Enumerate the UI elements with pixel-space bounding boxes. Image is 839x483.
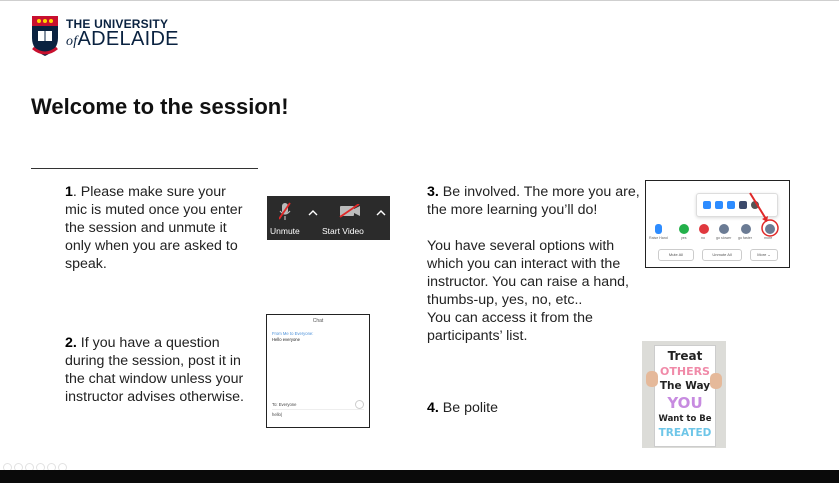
start-video-button: [322, 196, 373, 240]
mute-all-button: Mute All: [658, 249, 694, 261]
reaction-label: no: [701, 236, 705, 240]
more-icon: [355, 400, 364, 409]
unmute-label: Unmute: [270, 226, 300, 236]
poster-line: TREATED: [658, 427, 712, 439]
item-3-extra2: You can access it from the participants’ list.: [427, 310, 593, 344]
university-crest-icon: [30, 14, 60, 58]
raise-hand-icon: [655, 224, 662, 234]
chevron-up-icon: [307, 207, 319, 219]
item-4-text: Be polite: [438, 400, 498, 416]
yes-icon: [679, 224, 689, 234]
reaction-label: go faster: [738, 236, 752, 240]
chat-window-image: [266, 314, 370, 428]
item-2-number: 2.: [65, 335, 77, 351]
poster-line: OTHERS: [660, 365, 710, 378]
poster-line: Treat: [667, 349, 703, 363]
bottom-bar: [0, 470, 839, 483]
right-hand: [710, 373, 722, 389]
chat-recipient: To: Everyone: [272, 402, 297, 407]
more-icon: [765, 224, 775, 234]
more-button: More ⌄: [750, 249, 778, 261]
chat-message: Hello everyone: [272, 337, 300, 342]
zoom-toolbar-image: [267, 196, 390, 240]
poster-line: YOU: [667, 394, 703, 412]
no-icon: [699, 224, 709, 234]
chat-title: Chat: [312, 318, 324, 324]
top-border: [0, 0, 839, 1]
chevron-up-icon: [375, 207, 387, 219]
start-video-label: Start Video: [322, 226, 364, 236]
go-faster-icon: [741, 224, 751, 234]
item-4: [427, 399, 627, 417]
logo-of: of: [66, 34, 78, 49]
reaction-label: Raise Hand: [649, 236, 668, 240]
reaction-label: more: [764, 236, 773, 240]
treat-others-poster: [642, 341, 726, 448]
item-1-text: . Please make sure your mic is muted once you enter the session and unmute it only when you are asked to speak.: [65, 184, 243, 272]
poster-line: Want to Be: [658, 414, 712, 424]
slide-nav-controls[interactable]: [3, 459, 69, 469]
item-4-number: 4.: [427, 400, 439, 416]
poster-line: The Way: [659, 380, 711, 392]
item-2-text: If you have a question during the session, post it in the chat window unless your instructor advises otherwise.: [65, 335, 244, 405]
go-slower-icon: [719, 224, 729, 234]
participants-panel-image: [645, 180, 790, 268]
logo-line1: THE UNIVERSITY: [66, 17, 169, 31]
unmute-all-button: Unmute All: [702, 249, 742, 261]
muted-mic-icon: [279, 202, 291, 222]
poster-sign: [654, 345, 716, 447]
reaction-label: go slower: [716, 236, 732, 240]
item-3-extra1: You have several options with which you can interact with the instructor. You can raise a hand, thumbs-up, yes, no, etc..: [427, 238, 629, 308]
left-hand: [646, 371, 658, 387]
video-off-icon: [339, 204, 361, 218]
item-3-text: Be involved. The more you are, the more learning you’ll do!: [427, 184, 640, 218]
title-divider: [31, 168, 258, 169]
item-2: [65, 334, 245, 406]
page-title: Welcome to the session!: [31, 94, 289, 119]
university-logo: [30, 14, 180, 58]
item-1: [65, 183, 245, 273]
unmute-button: [267, 196, 303, 240]
item-3-number: 3.: [427, 184, 439, 200]
item-3: [427, 183, 645, 345]
chat-separator: [272, 409, 364, 410]
item-1-number: 1: [65, 184, 73, 200]
chat-input: hello|: [272, 412, 282, 417]
chat-from: From Me to Everyone:: [272, 331, 314, 336]
reaction-label: yes: [681, 236, 687, 240]
logo-name: ADELAIDE: [77, 28, 179, 50]
logo-line2: [66, 28, 179, 51]
